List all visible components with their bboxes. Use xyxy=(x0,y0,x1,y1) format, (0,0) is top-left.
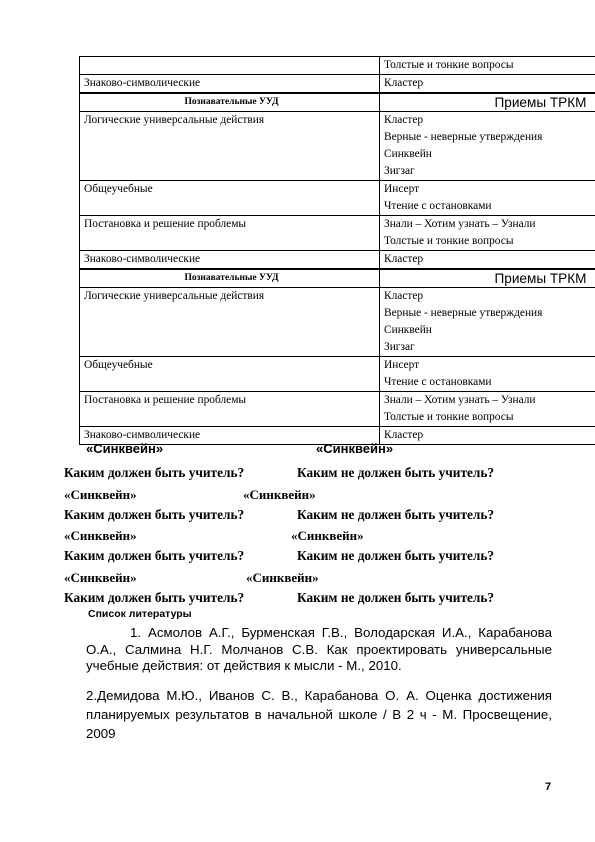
question-should: Каким должен быть учитель? xyxy=(64,590,245,605)
trkm-method-text: Зигзаг xyxy=(384,165,415,177)
uud-type-text: Знаково-символические xyxy=(84,253,201,265)
sinkvein-label: «Синквейн» xyxy=(64,570,137,585)
uud-type-text: Общеучебные xyxy=(84,359,153,371)
trkm-method-text: Синквейн xyxy=(384,148,432,160)
trkm-method-text: Кластер xyxy=(384,290,424,302)
trkm-method-text: Зигзаг xyxy=(384,341,415,353)
uud-type-text: Логические универсальные действия xyxy=(84,290,265,302)
trkm-method-text: Верные - неверные утверждения xyxy=(384,131,543,143)
trkm-method-cell xyxy=(380,251,595,270)
uud-type-cell xyxy=(80,269,380,288)
uud-type-cell xyxy=(80,216,380,251)
literature-reference: 1. Асмолов А.Г., Бурменская Г.В., Володарская И.А., Карабанова О.А., Салмина Н.Г. Молчанов С.В. Как проектировать универсальные учебные действия: от действия к мысли - М., 2010. xyxy=(86,625,552,673)
question-should: Каким должен быть учитель? xyxy=(64,465,245,480)
table-row xyxy=(80,392,595,427)
trkm-method-cell xyxy=(380,112,595,181)
sinkvein-label: «Синквейн» xyxy=(316,441,394,456)
uud-type-text xyxy=(84,57,379,74)
trkm-method-text: Верные - неверные утверждения xyxy=(384,307,543,319)
uud-type-text: Познавательные УУД xyxy=(184,273,279,283)
sinkvein-label: «Синквейн» xyxy=(246,570,319,585)
uud-type-text: Познавательные УУД xyxy=(184,97,279,107)
trkm-method-cell xyxy=(380,93,595,112)
trkm-method-cell xyxy=(380,181,595,216)
trkm-method-cell xyxy=(380,216,595,251)
trkm-method-cell xyxy=(380,288,595,357)
trkm-method-cell xyxy=(380,427,595,445)
table-row xyxy=(80,75,595,94)
uud-type-text: Постановка и решение проблемы xyxy=(84,218,247,230)
question-should-not: Каким не должен быть учитель? xyxy=(297,507,495,522)
question-should: Каким должен быть учитель? xyxy=(64,548,245,563)
uud-type-cell xyxy=(80,357,380,392)
table-row xyxy=(80,357,595,392)
sinkvein-label: «Синквейн» xyxy=(86,441,164,456)
question-should-not: Каким не должен быть учитель? xyxy=(297,590,495,605)
trkm-method-text: Чтение с остановками xyxy=(384,200,492,212)
trkm-method-text: Кластер xyxy=(384,429,424,441)
uud-methods-table xyxy=(79,56,595,445)
uud-type-text: Знаково-символические xyxy=(84,429,201,441)
sinkvein-label: «Синквейн» xyxy=(291,528,364,543)
uud-type-cell xyxy=(80,288,380,357)
sinkvein-label: «Синквейн» xyxy=(64,487,137,502)
question-should: Каким должен быть учитель? xyxy=(64,507,245,522)
uud-type-cell xyxy=(80,251,380,270)
trkm-method-cell xyxy=(380,75,595,94)
trkm-method-text: Толстые и тонкие вопросы xyxy=(384,235,514,247)
table-row xyxy=(80,57,595,75)
table-header-row xyxy=(80,93,595,112)
trkm-method-text: Толстые и тонкие вопросы xyxy=(384,59,514,71)
trkm-method-text: Инсерт xyxy=(384,183,420,195)
literature-reference: 2.Демидова М.Ю., Иванов С. В., Карабанова О. А. Оценка достижения планируемых результатов в начальной школе / В 2 ч - М. Просвещение, 2009 xyxy=(86,688,552,741)
table-header-row xyxy=(80,269,595,288)
trkm-method-text: Толстые и тонкие вопросы xyxy=(384,411,514,423)
trkm-method-text: Кластер xyxy=(384,114,424,126)
table-row xyxy=(80,216,595,251)
trkm-method-text: Инсерт xyxy=(384,359,420,371)
table-row xyxy=(80,251,595,270)
table-row xyxy=(80,112,595,181)
question-should-not: Каким не должен быть учитель? xyxy=(297,548,495,563)
trkm-method-cell xyxy=(380,269,595,288)
literature-title: Список литературы xyxy=(88,608,192,620)
uud-type-text: Логические универсальные действия xyxy=(84,114,265,126)
trkm-method-cell xyxy=(380,357,595,392)
uud-type-cell xyxy=(80,112,380,181)
uud-type-text: Знаково-символические xyxy=(84,77,201,89)
uud-type-cell xyxy=(80,181,380,216)
uud-type-cell xyxy=(80,93,380,112)
page-number: 7 xyxy=(545,781,552,793)
trkm-method-text: Чтение с остановками xyxy=(384,376,492,388)
trkm-method-text: Знали – Хотим узнать – Узнали xyxy=(384,394,536,406)
trkm-method-text: Синквейн xyxy=(384,324,432,336)
uud-type-text: Постановка и решение проблемы xyxy=(84,394,247,406)
trkm-method-cell xyxy=(380,57,595,75)
uud-type-cell xyxy=(80,57,380,75)
uud-type-text: Общеучебные xyxy=(84,183,153,195)
question-should-not: Каким не должен быть учитель? xyxy=(297,465,495,480)
uud-type-cell xyxy=(80,75,380,94)
sinkvein-label: «Синквейн» xyxy=(243,487,316,502)
sinkvein-label: «Синквейн» xyxy=(64,528,137,543)
trkm-method-cell xyxy=(380,392,595,427)
trkm-method-text: Кластер xyxy=(384,253,424,265)
trkm-method-text: Приемы ТРКМ xyxy=(494,95,587,110)
trkm-method-text: Кластер xyxy=(384,77,424,89)
table-row xyxy=(80,181,595,216)
trkm-method-text: Знали – Хотим узнать – Узнали xyxy=(384,218,536,230)
uud-type-cell xyxy=(80,392,380,427)
trkm-method-text: Приемы ТРКМ xyxy=(494,271,587,286)
table-row xyxy=(80,288,595,357)
